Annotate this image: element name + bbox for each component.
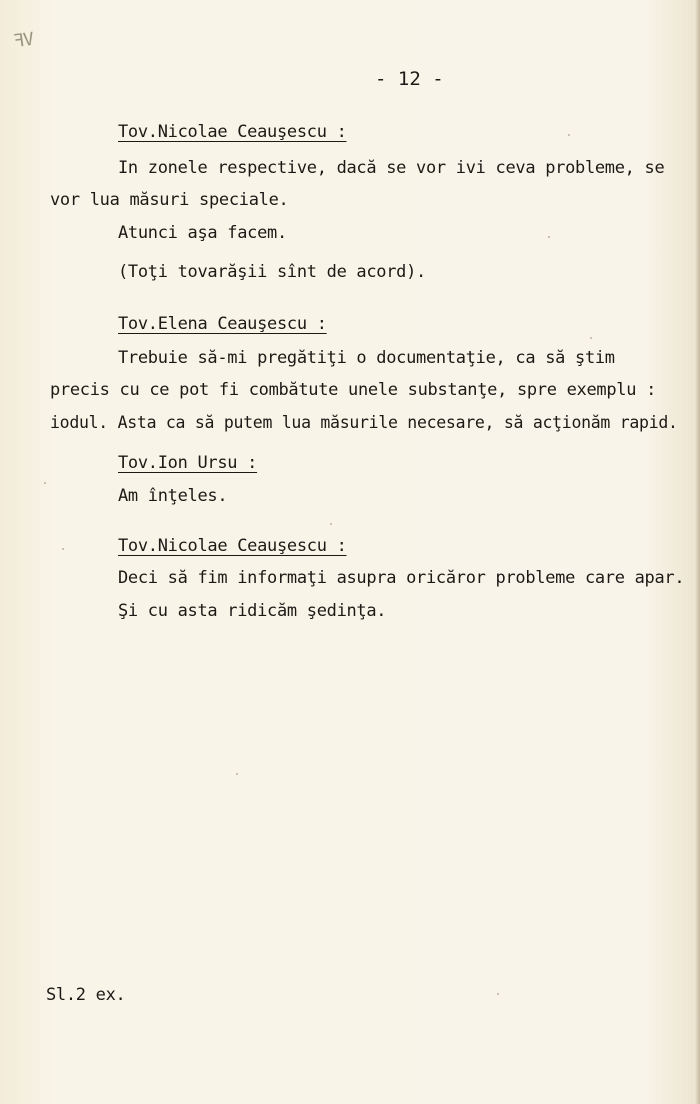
paper-speck xyxy=(330,523,332,525)
stage-direction: (Toţi tovarăşii sînt de acord). xyxy=(118,262,426,282)
paragraph-line: Şi cu asta ridicăm şedinţa. xyxy=(118,601,387,621)
paragraph-line: Atunci aşa facem. xyxy=(118,223,287,243)
paragraph-line: vor lua măsuri speciale. xyxy=(50,190,289,210)
footer-copies-note: Sl.2 ex. xyxy=(46,985,126,1005)
speaker-label: Tov.Nicolae Ceauşescu : xyxy=(118,536,347,556)
paper-speck xyxy=(44,482,46,484)
paper-speck xyxy=(236,773,238,775)
speaker-label: Tov.Elena Ceauşescu : xyxy=(118,314,327,334)
paragraph-line: precis cu ce pot fi combătute unele substanţe, spre exemplu : xyxy=(50,380,657,400)
speaker-label: Tov.Ion Ursu : xyxy=(118,453,258,473)
page-number: - 12 - xyxy=(375,68,444,90)
paper-speck xyxy=(497,993,499,995)
paragraph-line: Trebuie să-mi pregătiţi o documentaţie, ca să ştim xyxy=(118,348,615,368)
paper-speck xyxy=(62,548,64,550)
paper-speck xyxy=(590,337,592,339)
margin-handwritten-mark: ꟻV xyxy=(12,28,35,53)
paper-speck xyxy=(548,236,550,238)
paragraph-line: In zonele respective, dacă se vor ivi ceva probleme, se xyxy=(118,158,665,178)
page-edge-shadow xyxy=(695,0,700,1104)
speaker-label: Tov.Nicolae Ceauşescu : xyxy=(118,122,347,142)
paragraph-line: Deci să fim informaţi asupra oricăror probleme care apar. xyxy=(118,568,685,588)
paper-speck xyxy=(568,134,570,136)
paragraph-line: Am înţeles. xyxy=(118,486,228,506)
paragraph-line: iodul. Asta ca să putem lua măsurile necesare, să acţionăm rapid. xyxy=(50,413,678,433)
